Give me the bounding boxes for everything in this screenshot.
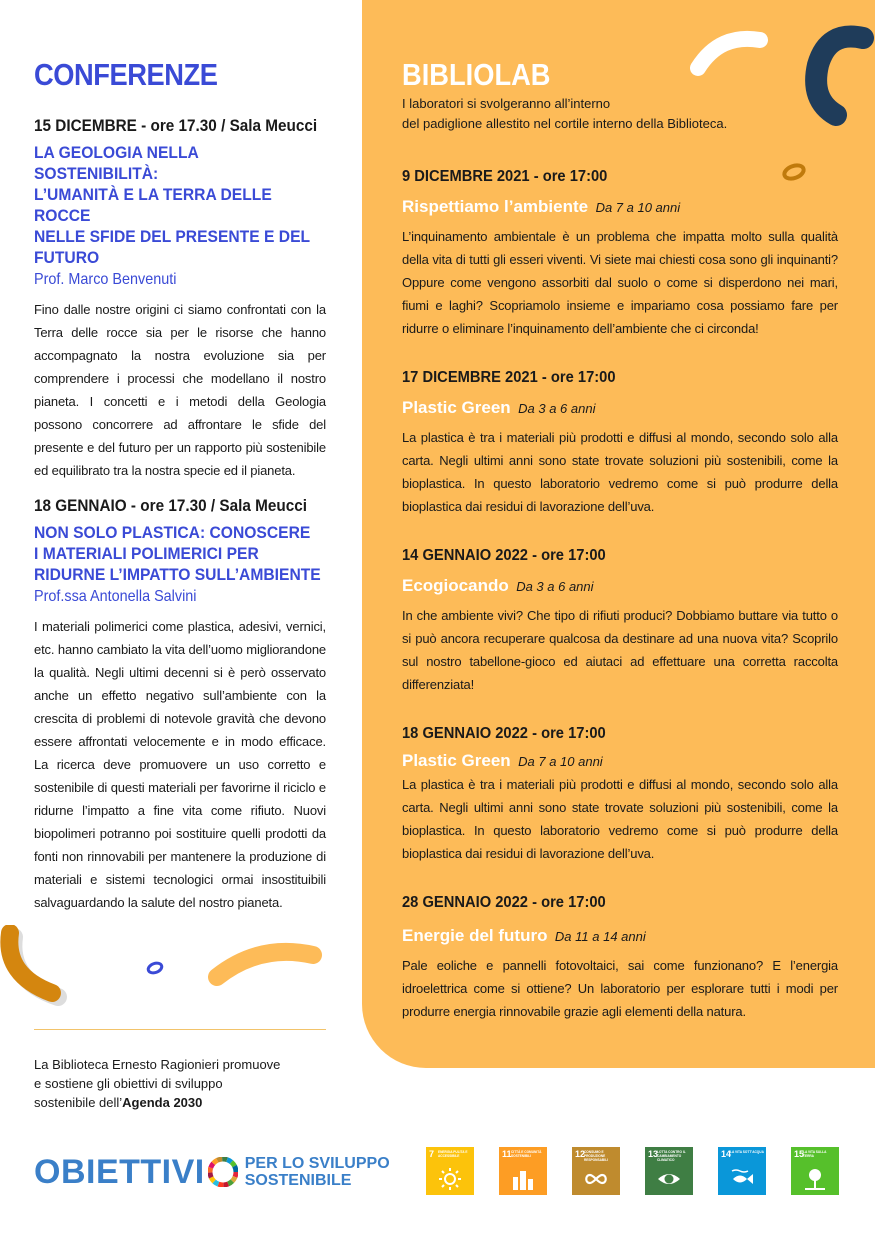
goal-number: 14 xyxy=(721,1149,732,1159)
bibliolab-title: BIBLIOLAB xyxy=(402,57,551,92)
lab-item xyxy=(402,893,838,1023)
goal-text: LA VITA SULLA TERRA xyxy=(803,1150,827,1158)
conference-item xyxy=(34,496,326,914)
sdg-logo-subtitle xyxy=(245,1155,390,1189)
lab-header xyxy=(402,750,838,773)
lab-name: Energie del futuro xyxy=(402,926,548,945)
conference-title-line: FUTURO xyxy=(34,248,100,267)
conference-description: Fino dalle nostre origini ci siamo confrontati con la Terra delle rocce sia per le risorse che hanno accompagnato la nostra evoluzione sia per comprendere i processi che modellano il nostro pianeta. I concetti e i metodi della Geologia possono concorrere ad affrontare le sfide del presente e del futuro per un rapporto più sostenibile ed equilibrato tra la nostra specie ed il pianeta. xyxy=(34,302,326,478)
lab-item xyxy=(402,368,838,518)
sdg-logo xyxy=(34,1150,390,1194)
sdg-logo-word: OBIETTIVI xyxy=(34,1153,205,1191)
lab-date: 14 GENNAIO 2022 - ore 17:00 xyxy=(402,547,606,564)
lab-header xyxy=(402,575,838,598)
conference-description: I materiali polimerici come plastica, adesivi, vernici, etc. hanno cambiato la vita dell’uomo migliorandone la qualità. Negli ultimi decenni si è però osservato anche un effetto negativo sull’ambiente con la crescita di problemi di notevole gravità che devono essere affrontati velocemente e in modo efficace. La ricerca deve promuovere un uso corretto e sostenibile di questi materiali per favorirne il riciclo e ridurne l’impatto a fine vita come rifiuto. Nuovi biopolimeri potranno poi sostituire quelli prodotti da fonti non rinnovabili per mantenere la produzione di materiali e sistemi tecnologici ormai insostituibili salvaguardando la salute del nostro pianeta. xyxy=(34,619,326,910)
lab-age: Da 11 a 14 anni xyxy=(554,929,646,944)
footer-note-prefix: sostenibile dell’ xyxy=(34,1095,123,1110)
lab-age: Da 7 a 10 anni xyxy=(518,754,603,769)
sdg-goal-13 xyxy=(645,1147,693,1195)
goal-number: 12 xyxy=(575,1149,586,1159)
conference-item xyxy=(34,116,326,482)
conference-title-line: NON SOLO PLASTICA: CONOSCERE xyxy=(34,523,311,542)
lab-description: L’inquinamento ambientale è un problema che impatta molto sulla qualità della vita di tutti gli esseri viventi. Vi siete mai chiesti cosa sono gli inquinanti? Oppure come vengono assorbiti dal suolo o come si disperdono nei mari, fiumi e laghi? Scopriamolo insieme e impariamo cosa possiamo fare per ridurre o eliminare l’inquinamento dell’ambiente che ci circonda! xyxy=(402,229,838,336)
footer-note-line: La Biblioteca Ernesto Ragionieri promuove xyxy=(34,1057,281,1072)
sdg-logo-subtitle-line: SOSTENIBILE xyxy=(244,1172,352,1189)
bibliolab-intro-line: del padiglione allestito nel cortile interno della Biblioteca. xyxy=(402,116,728,131)
goal-number: 7 xyxy=(429,1149,435,1159)
eye-globe-icon xyxy=(657,1167,681,1191)
conference-title-line: NELLE SFIDE DEL PRESENTE E DEL xyxy=(34,227,311,246)
city-icon xyxy=(511,1167,535,1191)
lab-age: Da 3 a 6 anni xyxy=(518,401,596,416)
sdg-goal-12 xyxy=(572,1147,620,1195)
lab-date: 9 DICEMBRE 2021 - ore 17:00 xyxy=(402,168,608,185)
conference-date: 15 DICEMBRE - ore 17.30 / Sala Meucci xyxy=(34,116,318,135)
goal-number: 13 xyxy=(648,1149,659,1159)
sdg-wheel-icon xyxy=(208,1157,238,1187)
sdg-goal-11 xyxy=(499,1147,547,1195)
conference-date: 18 GENNAIO - ore 17.30 / Sala Meucci xyxy=(34,496,307,515)
goal-number: 15 xyxy=(794,1149,805,1159)
lab-item xyxy=(402,546,838,696)
decorative-yellow-stroke xyxy=(205,935,325,990)
conference-title xyxy=(34,522,327,585)
lab-description: La plastica è tra i materiali più prodotti e diffusi al mondo, secondo solo alla carta. Negli ultimi anni sono state trovate soluzioni più sostenibili, come la bioplastica. In questo laboratorio vedremo come si può produrre della bioplastica dai residui di lavorazione dell’uva. xyxy=(402,777,838,861)
goal-text: ENERGIA PULITA E ACCESSIBILE xyxy=(438,1150,468,1158)
lab-item xyxy=(402,724,838,865)
conferenze-title: CONFERENZE xyxy=(34,57,218,92)
lab-date: 18 GENNAIO 2022 - ore 17:00 xyxy=(402,725,606,742)
bibliolab-intro-line: I laboratori si svolgeranno all’interno xyxy=(402,96,611,111)
conference-title-line: RIDURNE L’IMPATTO SULL’AMBIENTE xyxy=(34,565,321,584)
conference-speaker: Prof.ssa Antonella Salvini xyxy=(34,588,197,605)
bibliolab-column xyxy=(402,58,838,1023)
tree-icon xyxy=(803,1167,827,1191)
lab-age: Da 3 a 6 anni xyxy=(516,579,594,594)
footer-note xyxy=(34,1055,334,1112)
goal-text: CITTÀ E COMUNITÀ SOSTENIBILI xyxy=(511,1150,542,1158)
footer-note-line xyxy=(34,1093,334,1112)
sun-icon xyxy=(438,1167,462,1191)
lab-description: La plastica è tra i materiali più prodotti e diffusi al mondo, secondo solo alla carta. Negli ultimi anni sono state trovate soluzioni più sostenibili, come la bioplastica. In questo laboratorio vedremo come si può produrre della bioplastica dai residui di lavorazione dell’uva. xyxy=(402,430,838,514)
decorative-orange-curl xyxy=(0,925,70,1015)
lab-description: Pale eoliche e pannelli fotovoltaici, sai come funzionano? E l’energia idroelettrica come si ottiene? Un laboratorio per esplorare tutti i modi per produrre energia rinnovabile grazie agli elementi della natura. xyxy=(402,958,838,1019)
goal-number: 11 xyxy=(502,1149,512,1159)
bibliolab-intro xyxy=(402,94,838,134)
lab-name: Plastic Green xyxy=(402,751,511,770)
lab-description: In che ambiente vivi? Che tipo di rifiuti produci? Dobbiamo buttare via tutto o si può ancora recuperare qualcosa da destinare ad una nuova vita? Scoprilo sul nostro tabellone-gioco ed aiutaci ad effettuare una corretta raccolta differenziata! xyxy=(402,608,838,692)
conference-title-line: I MATERIALI POLIMERICI PER xyxy=(34,544,259,563)
sdg-logo-subtitle-line: PER LO SVILUPPO xyxy=(244,1155,390,1172)
goal-text: CONSUMO E PRODUZIONE RESPONSABILI xyxy=(584,1150,608,1162)
footer-note-line: e sostiene gli obiettivi di sviluppo xyxy=(34,1076,223,1091)
goal-text: LOTTA CONTRO IL CAMBIAMENTO CLIMATICO xyxy=(657,1150,686,1162)
lab-header xyxy=(402,397,838,420)
conference-title-line: L’UMANITÀ E LA TERRA DELLE ROCCE xyxy=(34,185,272,225)
conference-speaker: Prof. Marco Benvenuti xyxy=(34,271,177,288)
sdg-goal-7 xyxy=(426,1147,474,1195)
goal-text: LA VITA SOTT’ACQUA xyxy=(730,1150,764,1154)
conference-title-line: LA GEOLOGIA NELLA SOSTENIBILITÀ: xyxy=(34,143,199,183)
fish-icon xyxy=(730,1167,754,1191)
infinity-icon xyxy=(584,1167,608,1191)
lab-name: Plastic Green xyxy=(402,398,511,417)
sdg-goal-15 xyxy=(791,1147,839,1195)
lab-item xyxy=(402,167,838,340)
lab-age: Da 7 a 10 anni xyxy=(595,200,681,215)
agenda-2030-label: Agenda 2030 xyxy=(122,1095,203,1110)
lab-date: 28 GENNAIO 2022 - ore 17:00 xyxy=(402,894,606,911)
conferenze-column xyxy=(34,58,326,914)
conference-title xyxy=(34,142,327,268)
sdg-goal-14 xyxy=(718,1147,766,1195)
lab-name: Rispettiamo l’ambiente xyxy=(402,197,589,216)
sdg-goals xyxy=(426,1147,839,1195)
lab-header xyxy=(402,196,838,219)
decorative-blue-ring xyxy=(143,958,167,978)
footer-divider xyxy=(34,1029,326,1030)
lab-header xyxy=(402,925,838,948)
lab-date: 17 DICEMBRE 2021 - ore 17:00 xyxy=(402,369,616,386)
lab-name: Ecogiocando xyxy=(402,576,509,595)
